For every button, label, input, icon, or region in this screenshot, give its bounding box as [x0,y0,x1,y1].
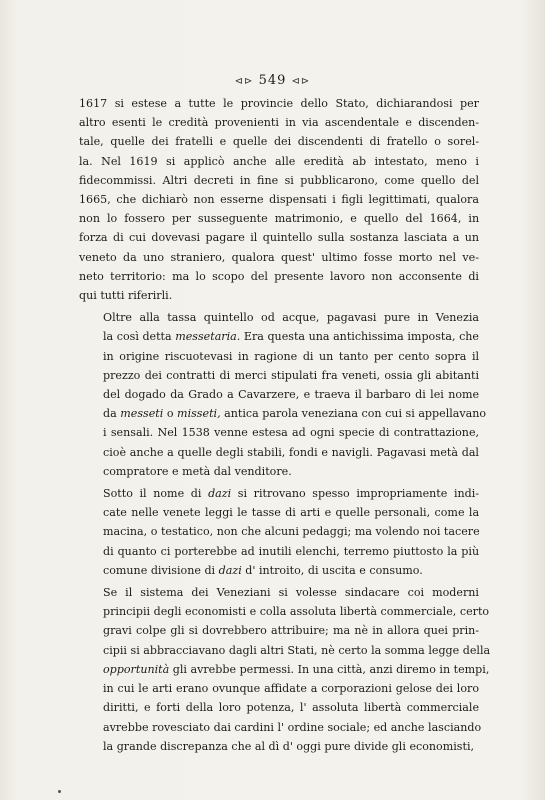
page-number: 549 [258,73,287,88]
text-line: non lo fossero per susseguente matrimonio, e quello del 1664, in [79,212,480,226]
text-line: comune divisione di dazi d' introito, di uscita e consumo. [103,563,423,577]
text-line: 1617 si estese a tutte le provincie dello Stato, dichiarandosi per [79,97,479,110]
text-line: compratore e metà dal venditore. [103,464,292,478]
paragraph [79,94,479,305]
paragraph [79,484,479,580]
text-line: Sotto il nome di dazi si ritrovano spesso impropriamente indi- [103,487,480,501]
text-line: avrebbe rovesciato dai cardini l' ordine sociale; ed anche lasciando [103,720,482,734]
right-ornament-icon: ⊲⊳ [291,76,311,87]
text-line: Oltre alla tassa quintello od acque, pagavasi pure in Venezia [103,311,479,325]
text-line: in cui le arti erano ovunque affidate a corporazioni gelose dei loro [103,682,480,696]
text-line: opportunità gli avrebbe permessi. In una città, anzi diremo in tempi, [103,662,490,676]
text-line: qui tutti riferirli. [79,289,173,303]
text-line: principii degli economisti e colla assoluta libertà commerciale, certo [103,605,490,619]
text-line: di quanto ci porterebbe ad inutili elenchi, terremo piuttosto la più [103,544,480,558]
text-line: cate nelle venete leggi le tasse di arti e quelle personali, come la [103,506,480,520]
text-line: la. Nel 1619 si applicò anche alle eredità ab intestato, meno i [79,154,479,168]
left-ornament-icon: ⊲⊳ [234,76,254,87]
text-line: gravi colpe gli si dovrebbero attribuire; ma nè in allora quei prin- [103,624,480,638]
text-line: altro esenti le credità provenienti in via ascendentale e discenden- [79,116,480,130]
text-line: forza di cui dovevasi pagare il quintello sulla sostanza lasciata a un [79,231,480,245]
text-line: la così detta messetaria. Era questa una antichissima imposta, che [103,330,480,344]
page-header [0,73,545,88]
text-line: cipii si abbracciavano dagli altri Stati, nè certo la somma legge della [103,643,491,657]
text-line: macina, o testatico, non che alcuni pedaggi; ma volendo noi tacere [103,525,480,539]
paragraph [79,583,491,756]
text-line: tale, quelle dei fratelli e quelle dei discendenti di fratello o sorel- [79,135,480,149]
text-line: da messeti o misseti, antica parola veneziana con cui si appellavano [103,407,487,421]
text-line: Se il sistema dei Veneziani si volesse sindacare coi moderni [103,586,479,600]
text-line: del dogado da Grado a Cavarzere, e traeva il barbaro di lei nome [103,388,480,402]
body-text [79,94,491,759]
text-line: cioè anche a quelle degli stabili, fondi e navigli. Pagavasi metà dal [103,445,479,459]
text-line: veneto da uno straniero, qualora quest' ultimo fosse morto nel ve- [79,250,479,264]
text-line: prezzo dei contratti di merci stipulati fra veneti, ossia gli abitanti [103,368,480,382]
page-speck [58,790,61,793]
text-line: neto territorio: ma lo scopo del presente lavoro non acconsente di [79,269,479,283]
text-line: la grande discrepanza che al dì d' oggi pure divide gli economisti, [103,739,475,753]
text-line: 1665, che dichiarò non esserne dispensati i figli legittimati, qualora [79,193,479,207]
text-line: fidecommissi. Altri decreti in fine si pubblicarono, come quello del [79,173,480,187]
text-line: i sensali. Nel 1538 venne estesa ad ogni specie di contrattazione, [103,426,480,440]
text-line: in origine riscuotevasi in ragione di un tanto per cento sopra il [103,349,480,363]
text-line: diritti, e forti della loro potenza, l' assoluta libertà commerciale [103,701,480,715]
paragraph [79,308,487,481]
